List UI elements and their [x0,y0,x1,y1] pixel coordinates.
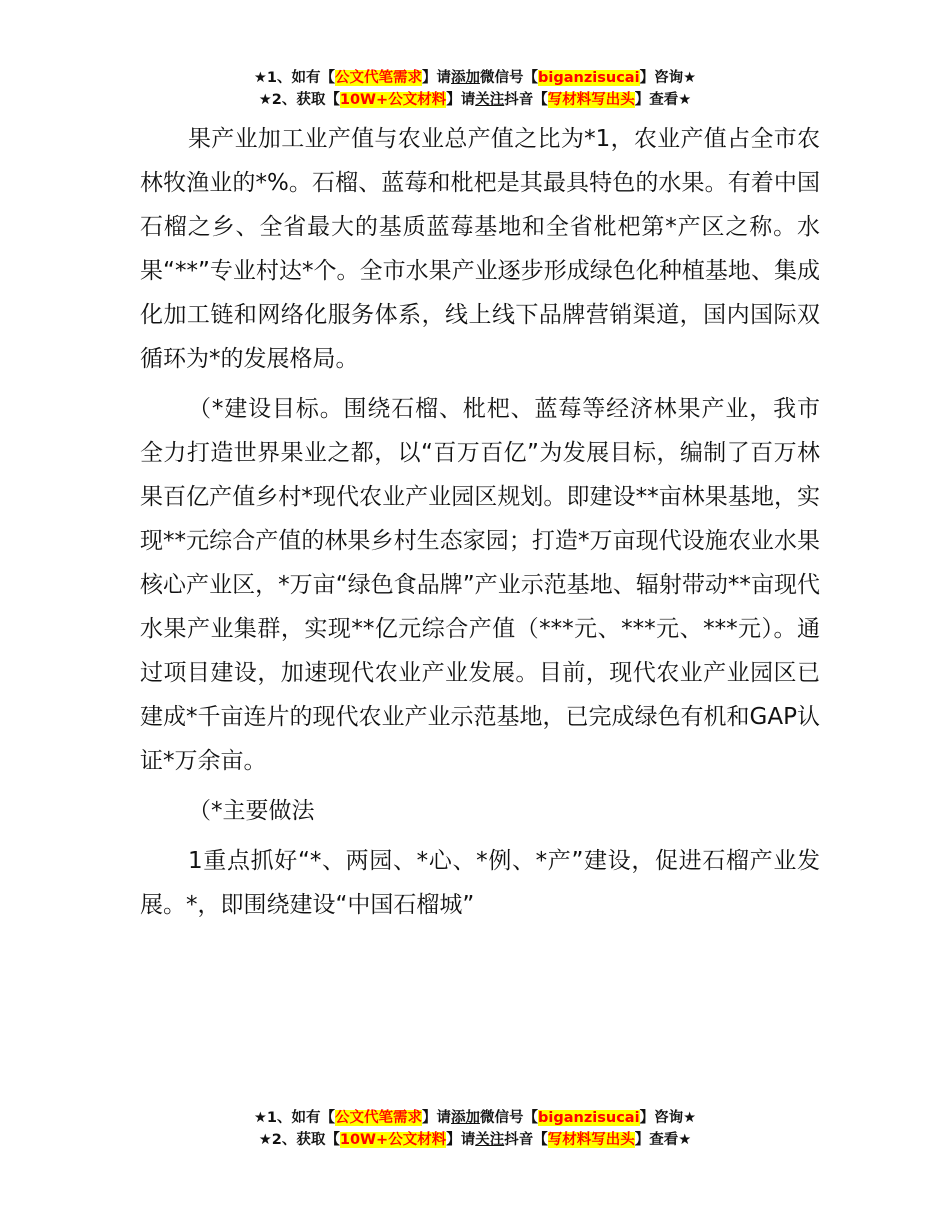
banner-text: 】查看★ [634,1132,692,1148]
footer-banner-line-1 [0,1107,950,1129]
banner-text: 微信号【 [480,70,539,86]
banner-text: 抖音【 [504,1132,548,1148]
banner-text: 】查看★ [634,92,692,108]
banner-text: ★1、如有【 [253,70,336,86]
banner-text: 】咨询★ [639,1110,697,1126]
banner-text: 】请 [422,70,452,86]
header-banner [0,67,950,111]
banner-underlined: 关注 [475,92,505,108]
banner-underlined: 关注 [475,1132,505,1148]
banner-highlight: biganzisucai [538,70,640,86]
banner-highlight: 写材料写出头 [547,92,635,108]
footer-banner [0,1107,950,1151]
banner-text: 】请 [422,1110,452,1126]
banner-text: ★1、如有【 [253,1110,336,1126]
banner-highlight: 写材料写出头 [547,1132,635,1148]
document-body [140,117,820,933]
body-paragraph-4: 1重点抓好“*、两园、*心、*例、*产”建设，促进石榴产业发展。*，即围绕建设“中国石榴城” [140,848,820,918]
banner-highlight: 10W+公文材料 [339,1132,447,1148]
body-paragraph-3: （*主要做法 [188,798,315,824]
banner-underlined: 添加 [451,1110,481,1126]
banner-underlined: 添加 [451,70,481,86]
banner-highlight: 10W+公文材料 [339,92,447,108]
banner-text: 抖音【 [504,92,548,108]
banner-highlight: 公文代笔需求 [335,1110,423,1126]
banner-text: ★2、获取【 [258,92,340,108]
banner-text: ★2、获取【 [258,1132,340,1148]
body-paragraph-2: （*建设目标。围绕石榴、枇杷、蓝莓等经济林果产业，我市全力打造世界果业之都，以“百万百亿”为发展目标，编制了百万林果百亿产值乡村*现代农业产业园区规划。即建设**亩林果基地，实现**元综合产值的林果乡村生态家园；打造*万亩现代设施农业水果核心产业区，*万亩“绿色食品牌”产业示范基地、辐射带动**亩现代水果产业集群，实现**亿元综合产值（***元、***元、***元）。通过项目建设，加速现代农业产业发展。目前，现代农业产业园区已建成*千亩连片的现代农业产业示范基地，已完成绿色有机和GAP认证*万余亩。 [140,396,820,774]
banner-highlight: 公文代笔需求 [335,70,423,86]
body-paragraph-1: 果产业加工业产值与农业总产值之比为*1，农业产值占全市农林牧渔业的*%。石榴、蓝莓和枇杷是其最具特色的水果。有着中国石榴之乡、全省最大的基质蓝莓基地和全省枇杷第*产区之称。水果“**”专业村达*个。全市水果产业逐步形成绿色化种植基地、集成化加工链和网络化服务体系，线上线下品牌营销渠道，国内国际双循环为*的发展格局。 [140,126,820,372]
banner-text: 】请 [446,1132,476,1148]
header-banner-line-2 [0,89,950,111]
banner-text: 】请 [446,92,476,108]
banner-highlight: biganzisucai [538,1110,640,1126]
banner-text: 】咨询★ [639,70,697,86]
header-banner-line-1 [0,67,950,89]
banner-text: 微信号【 [480,1110,539,1126]
footer-banner-line-2 [0,1129,950,1151]
